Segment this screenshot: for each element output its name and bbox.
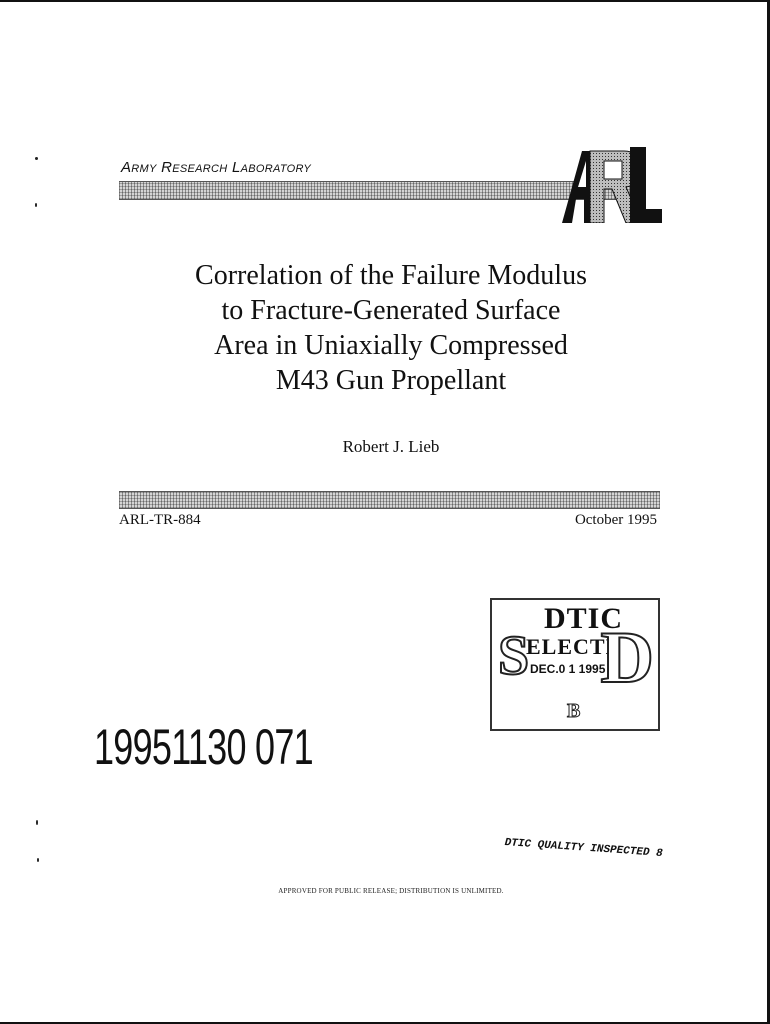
scan-speck: [35, 203, 37, 207]
dtic-selected-stamp: [490, 598, 660, 731]
title-line: Correlation of the Failure Modulus: [195, 260, 587, 291]
scan-speck: [35, 157, 38, 160]
arl-logo: [554, 147, 664, 223]
scan-speck: [36, 820, 38, 825]
accession-number: 19951130 071: [94, 719, 313, 775]
distribution-statement: APPROVED FOR PUBLIC RELEASE; DISTRIBUTION IS UNLIMITED.: [278, 887, 504, 895]
quality-inspected-note: DTIC QUALITY INSPECTED 8: [504, 837, 664, 861]
author-name: Robert J. Lieb: [342, 437, 440, 456]
footer-rule-bar: [119, 491, 660, 509]
report-title: [119, 258, 663, 398]
stamp-b-letter: B: [567, 700, 581, 722]
title-line: to Fracture-Generated Surface: [221, 295, 561, 326]
title-line: M43 Gun Propellant: [275, 365, 507, 396]
title-line: Area in Uniaxially Compressed: [214, 330, 568, 361]
report-number: ARL-TR-884: [119, 512, 201, 528]
lab-name: Army Research Laboratory: [121, 159, 311, 176]
scan-speck: [37, 858, 39, 862]
stamp-s-letter: S: [498, 625, 530, 687]
stamp-d-letter: D: [600, 617, 654, 699]
stamp-dtic: DTIC: [544, 602, 624, 635]
report-date: October 1995: [574, 512, 657, 528]
stamp-date: DEC.0 1 1995: [530, 662, 606, 676]
stamp-electe: ELECTE: [526, 634, 622, 659]
